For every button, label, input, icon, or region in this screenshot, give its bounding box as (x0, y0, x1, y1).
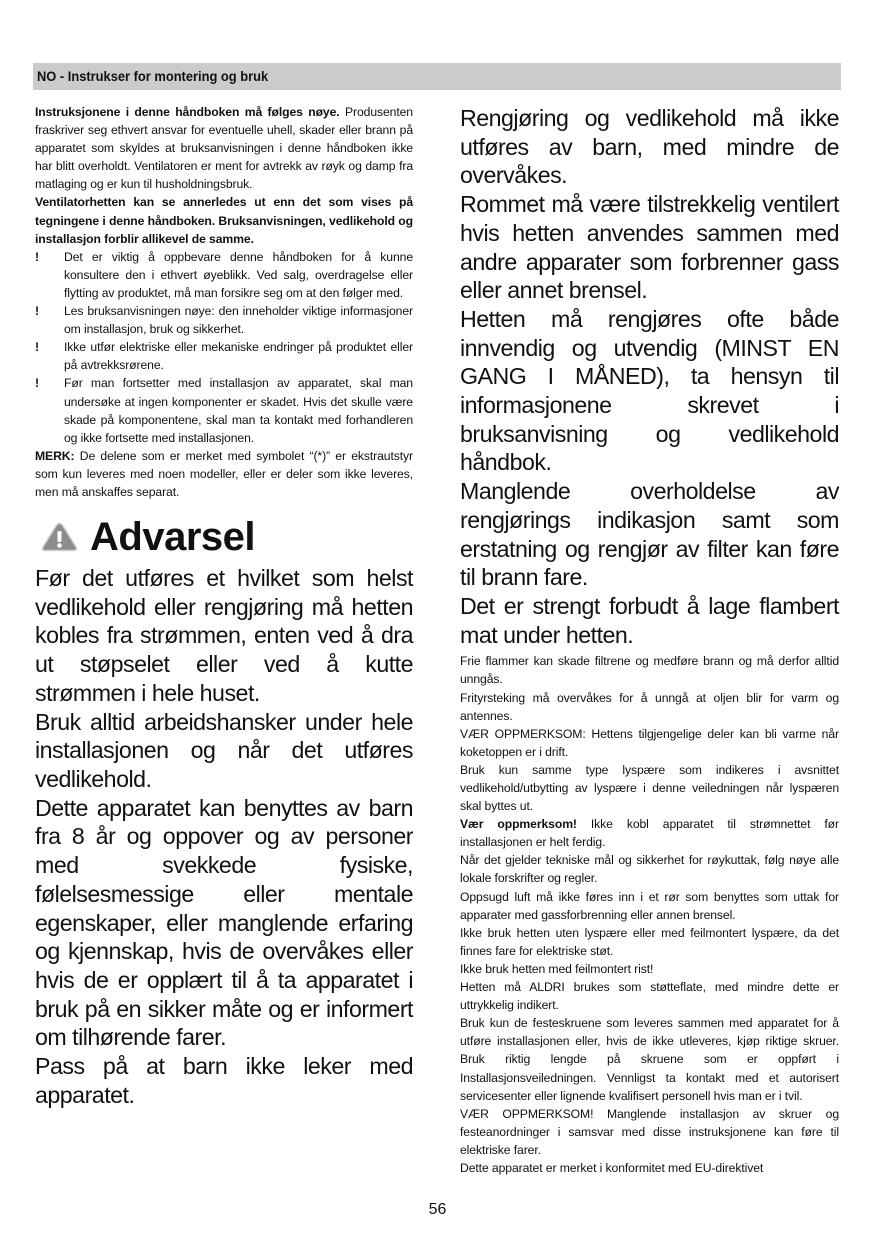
warning-title: Advarsel (90, 514, 255, 559)
note-text: De delene som er merket med symbolet “(*)” er ekstrautstyr som kun leveres med noen modeller, eller er deler som ikke leveres, men må anskaffes separat. (35, 448, 413, 499)
safety-bullet-list (35, 248, 413, 447)
safety-paragraph: Når det gjelder tekniske mål og sikkerhet for røykuttak, følg nøye alle lokale forskrifter og regler. (460, 853, 839, 886)
maintenance-paragraph: Rommet må være tilstrekkelig ventilert hvis hetten anvendes sammen med andre apparater som forbrenner gass eller annet brensel. (460, 191, 839, 304)
safety-paragraph: Frityrsteking må overvåkes for å unngå at oljen blir for varm og antennes. (460, 690, 839, 723)
warning-heading (35, 514, 413, 560)
right-big-text-block (460, 104, 839, 649)
warning-paragraph: Før det utføres et hvilket som helst vedlikehold eller rengjøring må hetten kobles fra strømmen, enten ved å dra ut støpselet eller ved å kutte strømmen i hele huset. (35, 565, 413, 706)
intro-bold: Instruksjonene i denne håndboken må følges nøye. (35, 105, 340, 119)
exclamation-icon: ! (35, 376, 39, 391)
bullet-text: Ikke utfør elektriske eller mekaniske endringer på produktet eller på avtrekksrørene. (64, 340, 413, 373)
safety-paragraph: Hetten må ALDRI brukes som støtteflate, med mindre dette er uttrykkelig indikert. (460, 980, 839, 1013)
right-small-text-block (460, 652, 839, 1177)
page-number: 56 (428, 1201, 447, 1218)
intro-block (35, 103, 413, 501)
warning-paragraph: Pass på at barn ikke leker med apparatet. (35, 1053, 413, 1108)
safety-paragraph (460, 815, 839, 851)
bullet-item (35, 338, 413, 374)
bullet-text: Før man fortsetter med installasjon av apparatet, skal man undersøke at ingen komponenter er skadet. Hvis det skulle være skade på komponentene, skal man ta kontakt med forhandleren og ikke fortsette med installasjonen. (64, 376, 413, 445)
bullet-item (35, 374, 413, 446)
bullet-item (35, 302, 413, 338)
intro-paragraph (35, 103, 413, 193)
safety-paragraph: Ikke bruk hetten med feilmontert rist! (460, 961, 654, 976)
section-header-title: NO - Instrukser for montering og bruk (37, 68, 269, 84)
safety-paragraph: VÆR OPPMERKSOM! Manglende installasjon av skruer og festeanordninger i samsvar med disse instruksjonene kan føre til elektriske farer. (460, 1106, 839, 1157)
maintenance-paragraph: Det er strengt forbudt å lage flambert mat under hetten. (460, 592, 839, 648)
safety-paragraph: Bruk kun de festeskruene som leveres sammen med apparatet for å utføre installasjonen eller, hvis de ikke utleveres, kjøp riktige skruer. Bruk riktig lengde på skruene som er oppført i Installasjonsveiledningen. Vennligst ta kontakt med et autorisert servicesenter eller lignende kvalifisert personell hvis man er i tvil. (460, 1016, 839, 1103)
bullet-item (35, 248, 413, 302)
safety-paragraph: Bruk kun samme type lyspære som indikeres i avsnittet vedlikehold/utbytting av lyspære i denne veiledningen når lyspæren skal byttes ut. (460, 762, 839, 814)
exclamation-icon: ! (35, 304, 39, 319)
safety-paragraph: Ikke bruk hetten uten lyspære eller med feilmontert lyspære, da det finnes fare for elektriske støt. (460, 925, 839, 958)
maintenance-paragraph: Manglende overholdelse av rengjørings indikasjon samt som erstatning og rengjør av filter kan føre til brann fare. (460, 478, 839, 591)
safety-paragraph: Dette apparatet er merket i konformitet med EU-direktivet (460, 1160, 764, 1175)
note-label: MERK: (35, 448, 75, 463)
warning-paragraph: Dette apparatet kan benyttes av barn fra 8 år og oppover og av personer med svekkede fysiske, følelsesmessige eller mentale egenskaper, eller manglende erfaring og kjennskap, hvis de overvåkes eller hvis de er opplært til å ta apparatet i bruk på en sikker måte og er informert om tilhørende farer. (35, 794, 413, 1051)
intro-text: Produsenten fraskriver seg ethvert ansvar for eventuelle uhell, skader eller brann på apparatet som skyldes at bruksanvisningen i denne håndboken ikke har blitt overholdt. Ventilatoren er ment for avtrekk av røyk og damp fra matlaging og er kun til husholdningsbruk. (35, 105, 413, 192)
intro-bold-paragraph: Ventilatorhetten kan se annerledes ut enn det som vises på tegningene i denne håndboken. Bruksanvisningen, vedlikehold og installasjon forblir allikevel de samme. (35, 195, 413, 246)
warning-paragraph: Bruk alltid arbeidshansker under hele installasjonen og når det utføres vedlikehold. (35, 708, 413, 792)
left-column (35, 103, 413, 1109)
attention-text: Ikke kobl apparatet til strømnettet før installasjonen er helt ferdig. (460, 817, 839, 850)
section-header-bar (33, 63, 841, 90)
safety-paragraph: VÆR OPPMERKSOM: Hettens tilgjengelige deler kan bli varme når koketoppen er i drift. (460, 726, 839, 759)
warning-triangle-icon (41, 522, 78, 552)
safety-paragraph: Oppsugd luft må ikke føres inn i et rør som benyttes som uttak for apparater med gassforbrenning eller annen brensel. (460, 889, 839, 922)
right-column (460, 104, 839, 1177)
exclamation-icon: ! (35, 249, 39, 264)
maintenance-paragraph: Rengjøring og vedlikehold må ikke utføres av barn, med mindre de overvåkes. (460, 105, 839, 189)
bullet-text: Det er viktig å oppbevare denne håndboken for å kunne konsultere den i ethvert øyeblikk. Ved salg, overdragelse eller flytting av produktet, må man forsikre seg om at den følger med. (64, 249, 413, 300)
safety-paragraph: Frie flammer kan skade filtrene og medføre brann og må derfor alltid unngås. (460, 654, 839, 687)
exclamation-icon: ! (35, 340, 39, 355)
note-paragraph (35, 447, 413, 501)
warning-text-block (35, 564, 413, 1109)
attention-label: Vær oppmerksom! (460, 817, 577, 832)
maintenance-paragraph: Hetten må rengjøres ofte både innvendig og utvendig (MINST EN GANG I MÅNED), ta hensyn til informasjonene skrevet i bruksanvisning og vedlikehold håndbok. (460, 305, 839, 476)
bullet-text: Les bruksanvisningen nøye: den inneholder viktige informasjoner om installasjon, bruk og sikkerhet. (64, 304, 413, 337)
